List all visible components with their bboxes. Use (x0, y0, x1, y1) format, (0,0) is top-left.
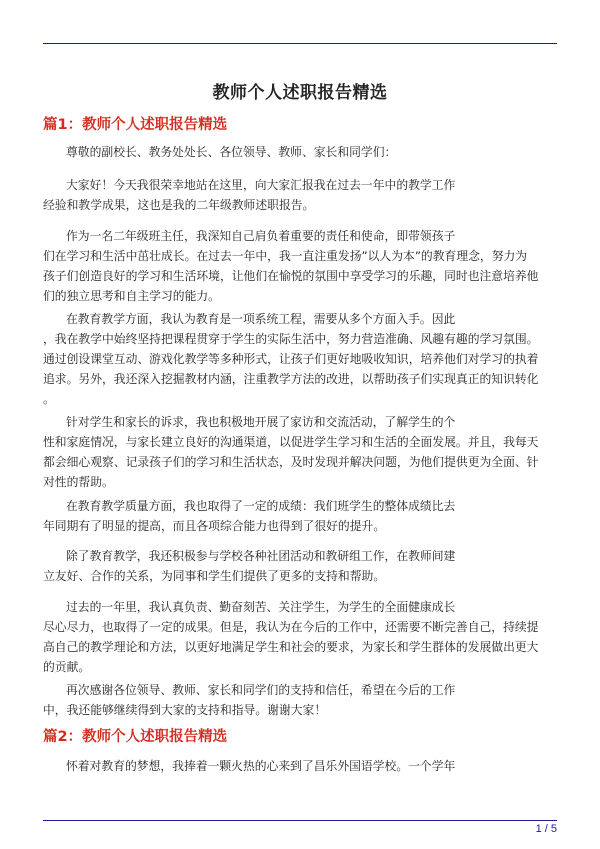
text-line: 通过创设课堂互动、游戏化教学等多种形式，让孩子们更好地吸收知识，培养他们对学习的执着 (43, 352, 539, 366)
paragraph-thanks (43, 680, 557, 720)
paragraph-greeting (43, 175, 557, 215)
paragraph-home-visits (43, 412, 557, 492)
text-line: 经验和教学成果，这也是我的二年级教师述职报告。 (43, 198, 315, 212)
text-line: 作为一名二年级班主任，我深知自己肩负着重要的责任和使命，即带领孩子 (66, 229, 456, 243)
text-line: 年同期有了明显的提高，而且各项综合能力也得到了很好的提升。 (43, 519, 386, 533)
text-line: 针对学生和家长的诉求，我也积极地开展了家访和交流活动，了解学生的个 (66, 415, 456, 429)
text-line: 立友好、合作的关系，为同事和学生们提供了更多的支持和帮助。 (43, 569, 386, 583)
text-line: 中，我还能够继续得到大家的支持和指导。谢谢大家！ (43, 703, 327, 717)
text-line: 怀着对教育的梦想，我捧着一颗火热的心来到了昌乐外国语学校。一个学年 (66, 759, 456, 773)
text-line: 们在学习和生活中茁壮成长。在过去一年中，我一直注重发扬”以人为本”的教育理念，努力为 (43, 249, 528, 263)
text-line: 的贡献。 (43, 660, 91, 674)
text-line: 们的独立思考和自主学习的能力。 (43, 289, 220, 303)
text-line: 尊敬的副校长、教务处处长、各位领导、教师、家长和同学们： (66, 145, 397, 159)
paragraph-intro (43, 756, 557, 776)
paragraph-salutation (43, 142, 557, 162)
text-line: 过去的一年里，我认真负责、勤奋刻苦、关注学生，为学生的全面健康成长 (66, 600, 456, 614)
header-rule (43, 43, 557, 44)
paragraph-role (43, 226, 557, 306)
page-title: 教师个人述职报告精选 (212, 83, 388, 103)
text-line: 对性的帮助。 (43, 475, 114, 489)
text-line: 在教育教学方面，我认为教育是一项系统工程，需要从多个方面入手。因此 (66, 312, 456, 326)
section-heading-1: 篇1：教师个人述职报告精选 (43, 117, 228, 133)
text-line: ，我在教学中始终坚持把课程贯穿于学生的实际生活中，努力营造准确、风趣有趣的学习氛围。 (43, 332, 539, 346)
text-line: 性和家庭情况，与家长建立良好的沟通渠道，以促进学生学习和生活的全面发展。并且，我每天 (43, 435, 539, 449)
text-line: 。 (43, 392, 55, 406)
footer-rule (43, 820, 557, 821)
text-line: 尽心尽力，也取得了一定的成果。但是，我认为在今后的工作中，还需要不断完善自己，持续提 (43, 620, 539, 634)
section-heading-2: 篇2：教师个人述职报告精选 (43, 729, 228, 745)
paragraph-teaching (43, 309, 557, 409)
text-line: 孩子们创造良好的学习和生活环境，让他们在愉悦的氛围中享受学习的乐趣，同时也注意培养他 (43, 269, 539, 283)
text-line: 都会细心观察、记录孩子们的学习和生活状态，及时发现并解决问题，为他们提供更为全面、针 (43, 455, 539, 469)
paragraph-activities (43, 546, 557, 586)
text-line: 除了教育教学，我还积极参与学校各种社团活动和教研组工作，在教师间建 (66, 549, 456, 563)
page-indicator: 1 / 5 (535, 823, 557, 835)
text-line: 高自己的教学理论和方法，以更好地满足学生和社会的要求，为家长和学生群体的发展做出更大 (43, 640, 539, 654)
text-line: 再次感谢各位领导、教师、家长和同学们的支持和信任，希望在今后的工作 (66, 683, 456, 697)
text-line: 大家好！今天我很荣幸地站在这里，向大家汇报我在过去一年中的教学工作 (66, 178, 456, 192)
text-line: 追求。另外，我还深入挖掘教材内涵，注重教学方法的改进，以帮助孩子们实现真正的知识转化 (43, 372, 539, 386)
paragraph-reflection (43, 597, 557, 677)
paragraph-quality (43, 496, 557, 536)
text-line: 在教育教学质量方面，我也取得了一定的成绩：我们班学生的整体成绩比去 (66, 499, 456, 513)
